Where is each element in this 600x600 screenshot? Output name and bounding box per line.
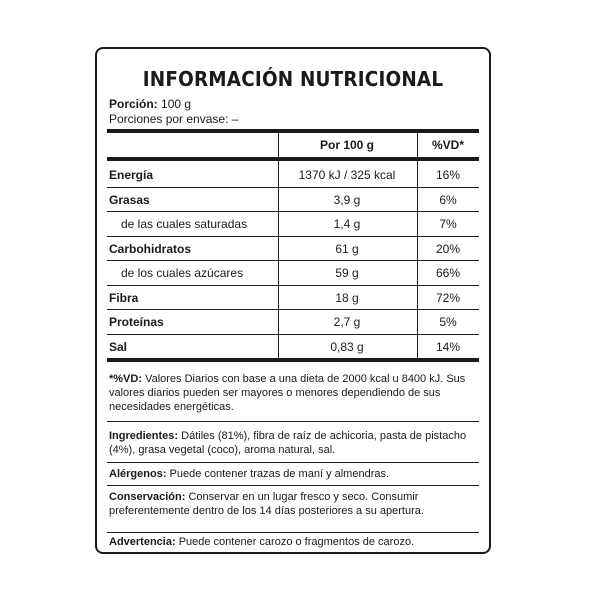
warning-block	[109, 535, 483, 549]
nutrient-dv: 6%	[439, 193, 457, 207]
nutrient-dv: 7%	[439, 217, 457, 231]
daily-value-footnote	[109, 372, 481, 414]
portion-value: 100 g	[161, 97, 192, 111]
nutrient-dv: 66%	[435, 266, 461, 280]
row-divider	[107, 285, 479, 286]
footnote-text: Valores Diarios con base a una dieta de 2000 kcal u 8400 kJ. Sus valores diarios pueden ser mayores o menores dependiendo de sus necesidades energéticas.	[109, 373, 466, 413]
allergens-text: Puede contener trazas de maní y almendras.	[166, 468, 390, 480]
nutrient-value: 1,4 g	[333, 217, 361, 231]
nutrient-value: 3,9 g	[333, 193, 361, 207]
section-divider	[107, 421, 479, 422]
warning-label: Advertencia:	[109, 536, 176, 548]
nutrient-name: Carbohidratos	[109, 242, 192, 256]
per-package-label: Porciones por envase:	[109, 112, 229, 126]
ingredients-block	[109, 429, 483, 457]
header-bottom-rule	[107, 157, 479, 161]
row-divider	[107, 187, 479, 188]
nutrient-name: Energía	[109, 168, 154, 182]
per-package-line	[109, 112, 238, 127]
nutrient-value: 61 g	[335, 242, 359, 256]
nutrient-dv: 20%	[435, 242, 461, 256]
nutrient-dv: 5%	[439, 315, 457, 329]
nutrient-name: Proteínas	[109, 315, 164, 329]
label-title: INFORMACIÓN NUTRICIONAL	[142, 67, 444, 91]
nutrient-value: 18 g	[335, 291, 359, 305]
nutrient-value: 59 g	[335, 266, 359, 280]
portion-line	[109, 97, 238, 112]
nutrient-dv: 16%	[435, 168, 461, 182]
warning-text: Puede contener carozo o fragmentos de carozo.	[175, 536, 415, 548]
row-divider	[107, 211, 479, 212]
section-divider	[107, 485, 479, 486]
footnote-marker: *%VD:	[109, 373, 143, 385]
table-bottom-rule	[107, 358, 479, 362]
nutrient-name: Fibra	[109, 291, 139, 305]
nutrient-name: Grasas	[109, 193, 150, 207]
allergens-label: Alérgenos:	[109, 468, 167, 480]
table-top-rule	[107, 129, 479, 133]
storage-text: Conservar en un lugar fresco y seco. Consumir preferentemente dentro de los 14 días posteriores a su apertura.	[109, 491, 424, 517]
section-divider	[107, 532, 479, 533]
nutrient-name: Sal	[109, 340, 128, 354]
nutrient-dv: 14%	[435, 340, 461, 354]
serving-info	[109, 97, 238, 127]
ingredients-text: Dátiles (81%), fibra de raíz de achicoria, pasta de pistacho (4%), grasa vegetal (coco), aroma natural, sal.	[109, 430, 467, 456]
storage-label: Conservación:	[109, 491, 186, 503]
row-divider	[107, 334, 479, 335]
nutrition-label	[95, 47, 491, 554]
section-divider	[107, 462, 479, 463]
ingredients-label: Ingredientes:	[109, 430, 179, 442]
row-divider	[107, 260, 479, 261]
header-daily-value: %VD*	[431, 138, 464, 152]
nutrient-name: de las cuales saturadas	[121, 217, 248, 231]
nutrient-name: de los cuales azúcares	[121, 266, 244, 280]
nutrient-value: 0,83 g	[330, 340, 364, 354]
storage-block	[109, 490, 483, 518]
nutrient-value: 2,7 g	[333, 315, 361, 329]
portion-label: Porción:	[109, 97, 158, 111]
header-per-100g: Por 100 g	[319, 138, 375, 152]
nutrient-dv: 72%	[435, 291, 461, 305]
row-divider	[107, 236, 479, 237]
per-package-value: –	[231, 112, 239, 126]
nutrient-value: 1370 kJ / 325 kcal	[298, 168, 396, 182]
row-divider	[107, 309, 479, 310]
allergens-block	[109, 467, 483, 481]
